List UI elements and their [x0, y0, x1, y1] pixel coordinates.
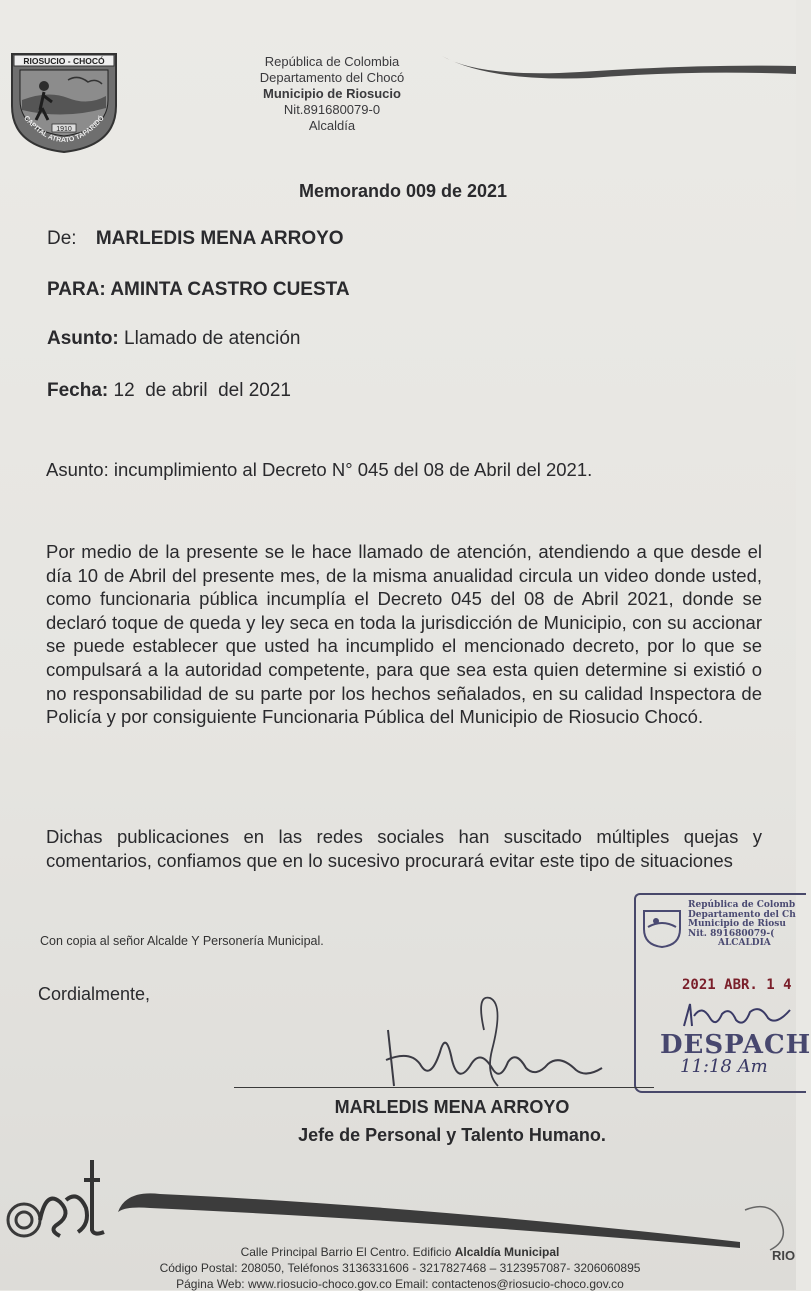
subject-line: Asunto: incumplimiento al Decreto N° 045 del 08 de Abril del 2021.	[46, 459, 593, 480]
stamp-time: 11:18 Am	[680, 1056, 768, 1077]
footer-address	[130, 1245, 670, 1259]
stamp-handwriting-scribble	[680, 1000, 796, 1032]
footer-swoosh-decoration	[0, 1150, 796, 1260]
header-line-department: Departamento del Chocó	[259, 70, 405, 85]
seal-bottom-text: CAPITAL ATRATO TAPARIDÓ	[22, 114, 106, 145]
field-date-value: 12 de abril del 2021	[113, 380, 291, 401]
stamp-label: DESPACH	[660, 1030, 811, 1060]
closing: Cordialmente,	[38, 984, 151, 1004]
footer-address-building: Alcaldía Municipal	[454, 1245, 560, 1259]
stamp-institution	[688, 901, 796, 949]
seal-top-text: RIOSUCIO - CHOCÓ	[23, 56, 105, 66]
header-line-municipality: Municipio de Riosucio	[263, 86, 401, 101]
header-institution	[232, 54, 432, 134]
footer-address-text: Calle Principal Barrio El Centro. Edificio	[240, 1245, 455, 1259]
field-from-value: MARLEDIS MENA ARROYO	[95, 228, 344, 249]
copy-note: Con copia al señor Alcalde Y Personería Municipal.	[40, 934, 324, 948]
header-swoosh-decoration	[440, 48, 796, 88]
field-subject-value: Llamado de atención	[124, 328, 301, 349]
field-date	[47, 380, 291, 402]
field-date-label: Fecha:	[47, 380, 109, 401]
stamp-shield-icon	[640, 905, 684, 949]
footer-web: Página Web: www.riosucio-choco.gov.co Email: contactenos@riosucio-choco.gov.co	[176, 1277, 624, 1291]
header-line-republic: República de Colombia	[264, 54, 400, 69]
stamp-line-1: República de Colomb	[688, 900, 796, 910]
header-line-alcaldia: Alcaldía	[308, 118, 356, 133]
stamp-line-3: Municipio de Riosu	[688, 919, 786, 929]
seal-year: 1910	[56, 126, 72, 133]
body-paragraph-2: Dichas publicaciones en las redes sociales han suscitado múltiples quejas y comentarios, confiamos que en lo sucesivo procurará evitar este tipo de situaciones	[46, 826, 762, 871]
stamp-date: 2021 ABR. 1 4	[682, 977, 792, 993]
header-line-nit: Nit.891680079-0	[283, 102, 381, 117]
field-subject-label: Asunto:	[47, 328, 119, 349]
field-to: PARA: AMINTA CASTRO CUESTA	[47, 279, 350, 300]
field-from-label: De:	[47, 228, 77, 249]
footer-phones: Código Postal: 208050, Teléfonos 3136331606 - 3217827468 – 3123957087- 3206060895	[159, 1261, 641, 1275]
footer-corner-logo-text: RIO	[772, 1248, 796, 1263]
field-from	[47, 228, 344, 250]
stamp-line-2: Departamento del Ch	[688, 909, 796, 920]
signer-name: MARLEDIS MENA ARROYO	[334, 1097, 570, 1117]
stamp-line-5: ALCALDIA	[718, 938, 771, 948]
signer-role: Jefe de Personal y Talento Humano.	[298, 1125, 606, 1145]
memo-title: Memorando 009 de 2021	[298, 181, 508, 201]
signature-line	[234, 1087, 654, 1088]
municipal-seal-icon	[8, 50, 120, 154]
handwritten-signature	[380, 990, 610, 1100]
body-paragraph-1: Por medio de la presente se le hace llamado de atención, atendiendo a que desde el día 10 de Abril del presente mes, de la misma anualidad circula un video donde usted, como funcionaria pública incumplía el Decreto 045 del 08 de Abril 2021, donde se declaró toque de queda y ley seca en toda la jurisdicción de Municipio, con su accionar se puede establecer que usted ha incumplido el mencionado decreto, por lo que se compulsará a la autoridad competente, para que sea esta quien determine si existió o no responsabilidad de su parte por los hechos señalados, en su calidad Inspectora de Policía y por consiguiente Funcionaria Pública del Municipio de Riosucio Chocó.	[46, 541, 762, 728]
field-subject	[47, 328, 300, 350]
stamp-line-4: Nit. 891680079-(	[688, 928, 775, 939]
